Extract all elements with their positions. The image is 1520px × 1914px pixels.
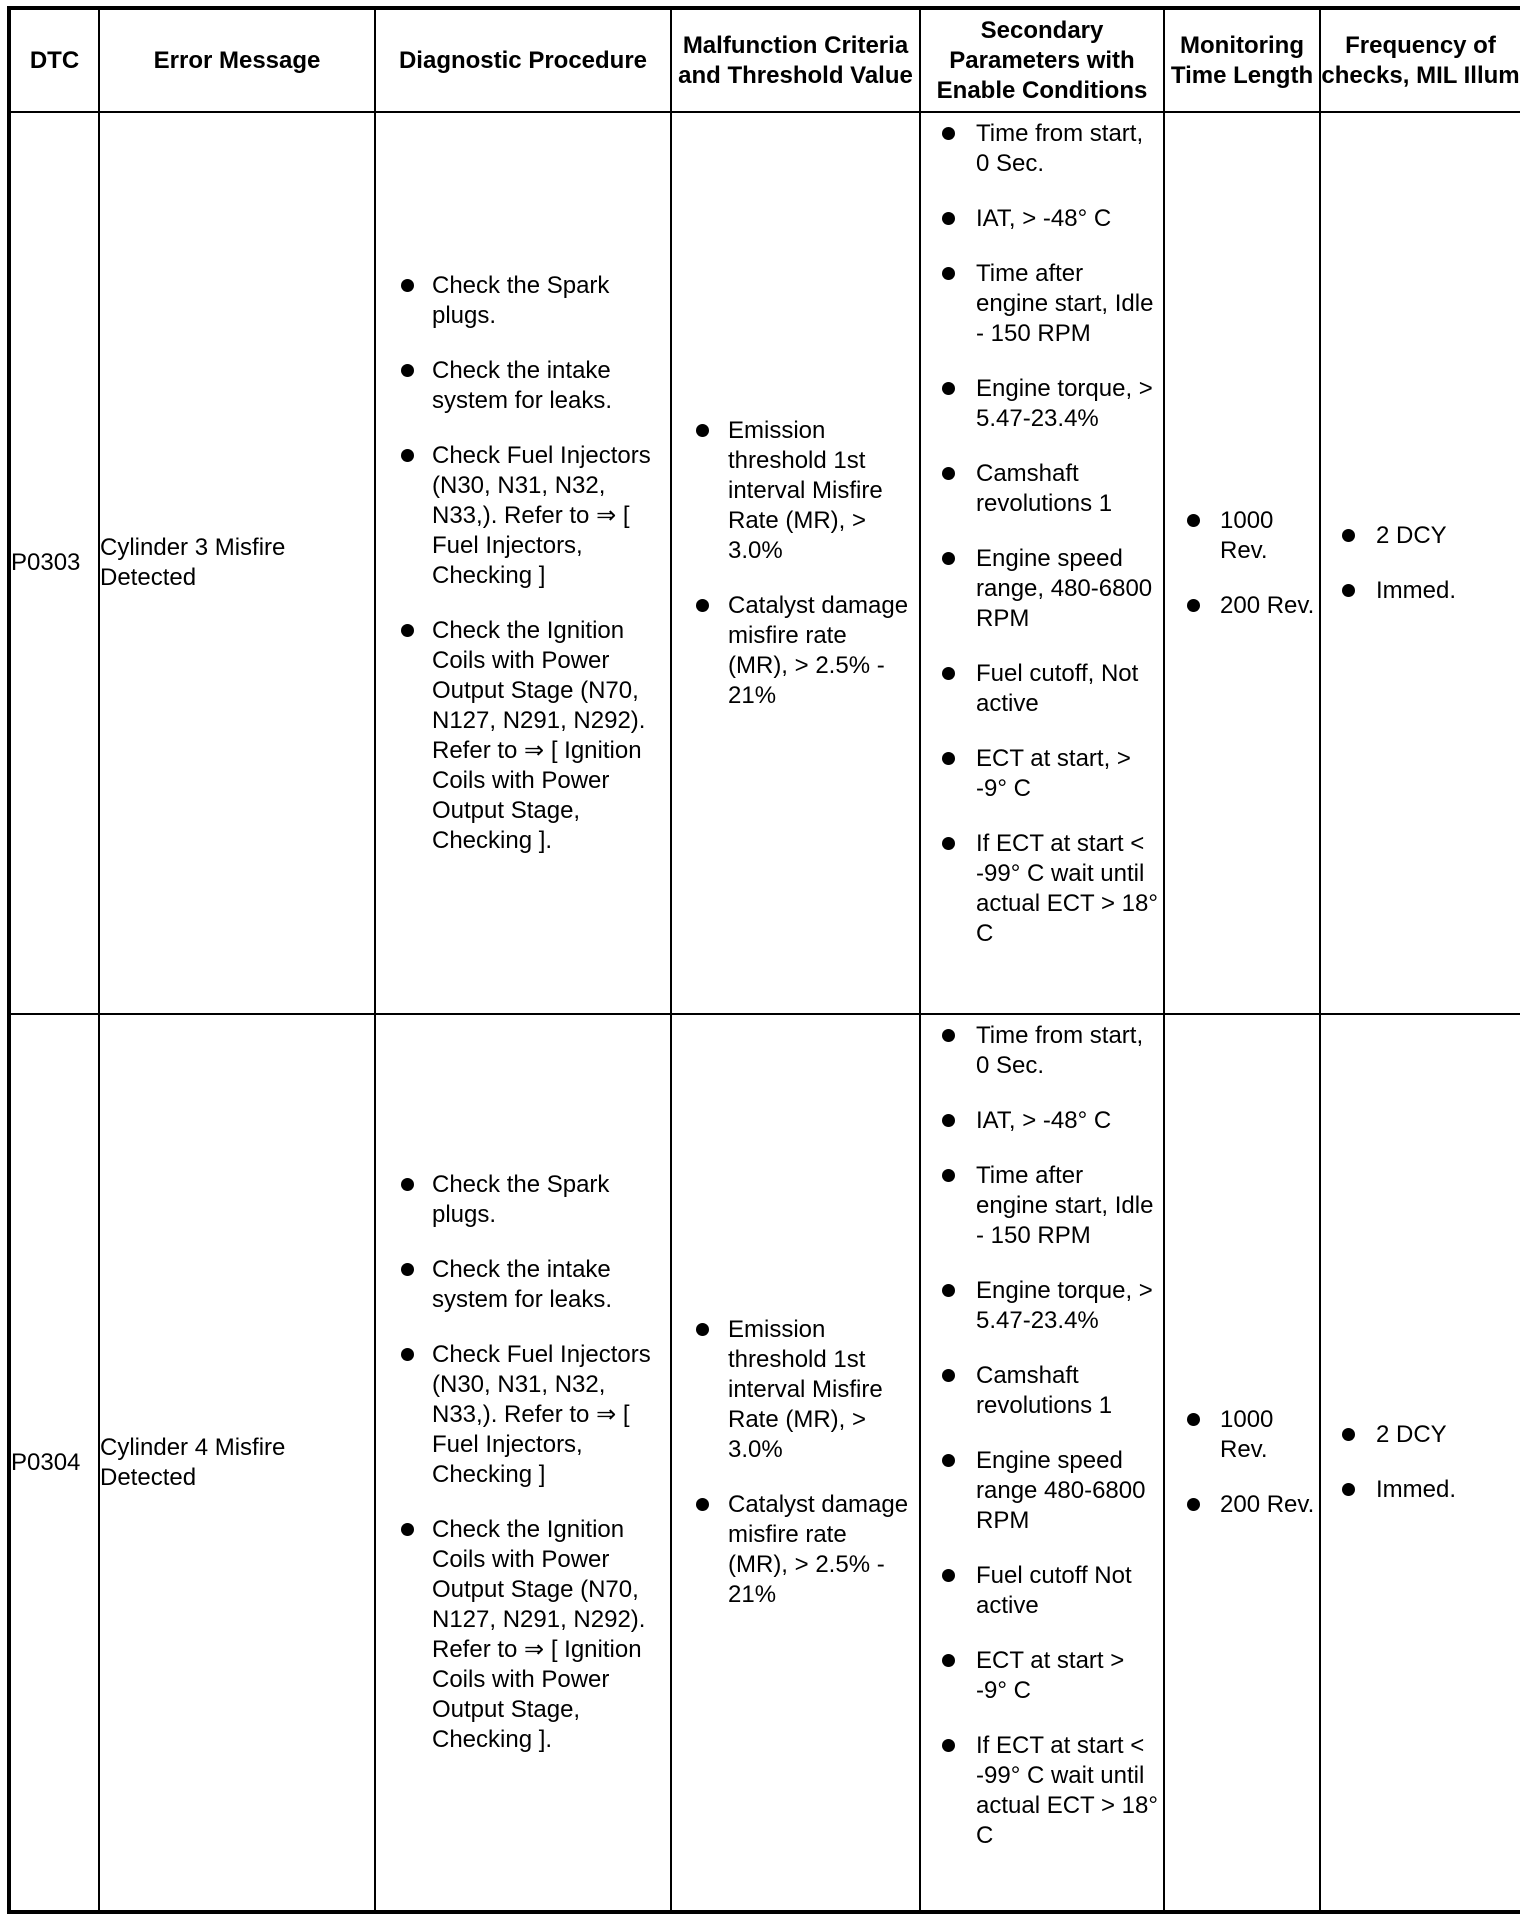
list-item: If ECT at start < -99° C wait until actual ECT > 18° C <box>976 1731 1161 1851</box>
list-item: Emission threshold 1st interval Misfire Rate (MR), > 3.0% <box>728 416 911 566</box>
list-item: 1000 Rev. <box>1220 1405 1315 1465</box>
monitoring-time-cell <box>1164 1014 1320 1912</box>
list-item: Camshaft revolutions 1 <box>976 1361 1161 1421</box>
list-item: Engine torque, > 5.47-23.4% <box>976 1276 1161 1336</box>
dtc-code: P0303 <box>9 112 99 1014</box>
list-item: Engine speed range, 480-6800 RPM <box>976 544 1161 634</box>
malfunction-criteria-list <box>672 416 919 711</box>
frequency-list <box>1321 521 1520 606</box>
list-item: Catalyst damage misfire rate (MR), > 2.5% - 21% <box>728 591 911 711</box>
diagnostic-procedure-list <box>376 271 670 856</box>
list-item: Immed. <box>1376 1475 1516 1505</box>
list-item: Check the Spark plugs. <box>432 271 666 331</box>
list-item: Check the intake system for leaks. <box>432 356 666 416</box>
error-message: Cylinder 3 Misfire Detected <box>99 112 375 1014</box>
malfunction-criteria-list <box>672 1315 919 1610</box>
list-item: IAT, > -48° C <box>976 1106 1161 1136</box>
dtc-code: P0304 <box>9 1014 99 1912</box>
list-item: 200 Rev. <box>1220 1491 1315 1518</box>
error-message: Cylinder 4 Misfire Detected <box>99 1014 375 1912</box>
frequency-list <box>1321 1420 1520 1505</box>
secondary-parameters-cell <box>920 1014 1164 1912</box>
list-item: Time from start, 0 Sec. <box>976 1021 1161 1081</box>
list-item: 2 DCY <box>1376 521 1516 551</box>
diagnostic-procedure-cell <box>375 1014 671 1912</box>
list-item: Engine torque, > 5.47-23.4% <box>976 374 1161 434</box>
header-monitoring-time: Monitoring Time Length <box>1164 8 1320 112</box>
list-item: If ECT at start < -99° C wait until actual ECT > 18° C <box>976 829 1161 949</box>
list-item: ECT at start, > -9° C <box>976 744 1161 804</box>
list-item: 200 Rev. <box>1220 591 1315 619</box>
list-item: Check Fuel Injectors (N30, N31, N32, N33,). Refer to ⇒ [ Fuel Injectors, Checking ] <box>432 1340 666 1490</box>
list-item: Time after engine start, Idle - 150 RPM <box>976 1161 1161 1251</box>
list-item: Camshaft revolutions 1 <box>976 459 1161 519</box>
header-row <box>9 8 1520 112</box>
list-item: Time after engine start, Idle - 150 RPM <box>976 259 1161 349</box>
list-item: 2 DCY <box>1376 1420 1516 1450</box>
header-error-message: Error Message <box>99 8 375 112</box>
list-item: Immed. <box>1376 576 1516 606</box>
dtc-table <box>7 6 1520 1914</box>
header-frequency: Frequency of checks, MIL Illum <box>1320 8 1520 112</box>
malfunction-criteria-cell <box>671 1014 920 1912</box>
list-item: Engine speed range 480-6800 RPM <box>976 1446 1161 1536</box>
list-item: ECT at start > -9° C <box>976 1646 1161 1706</box>
diagnostic-procedure-cell <box>375 112 671 1014</box>
secondary-parameters-list <box>921 1015 1163 1851</box>
list-item: Check the Ignition Coils with Power Output Stage (N70, N127, N291, N292). Refer to ⇒ [ Ignition Coils with Power Output Stage, Checking ]. <box>432 1515 666 1755</box>
list-item: Time from start, 0 Sec. <box>976 119 1161 179</box>
monitoring-time-list <box>1165 506 1319 621</box>
list-item: Fuel cutoff, Not active <box>976 659 1161 719</box>
table-row <box>9 1014 1520 1912</box>
list-item: Emission threshold 1st interval Misfire Rate (MR), > 3.0% <box>728 1315 911 1465</box>
header-dtc: DTC <box>9 8 99 112</box>
list-item: Check the intake system for leaks. <box>432 1255 666 1315</box>
diagnostic-procedure-list <box>376 1170 670 1755</box>
secondary-parameters-cell <box>920 112 1164 1014</box>
list-item: Catalyst damage misfire rate (MR), > 2.5% - 21% <box>728 1490 911 1610</box>
frequency-cell <box>1320 1014 1520 1912</box>
header-secondary-parameters: Secondary Parameters with Enable Conditions <box>920 8 1164 112</box>
secondary-parameters-list <box>921 113 1163 949</box>
list-item: Check Fuel Injectors (N30, N31, N32, N33,). Refer to ⇒ [ Fuel Injectors, Checking ] <box>432 441 666 591</box>
header-malfunction-criteria: Malfunction Criteria and Threshold Value <box>671 8 920 112</box>
list-item: Check the Ignition Coils with Power Output Stage (N70, N127, N291, N292). Refer to ⇒ [ Ignition Coils with Power Output Stage, Checking ]. <box>432 616 666 856</box>
list-item: 1000 Rev. <box>1220 506 1315 566</box>
malfunction-criteria-cell <box>671 112 920 1014</box>
frequency-cell <box>1320 112 1520 1014</box>
list-item: IAT, > -48° C <box>976 204 1161 234</box>
table-row <box>9 112 1520 1014</box>
list-item: Check the Spark plugs. <box>432 1170 666 1230</box>
monitoring-time-cell <box>1164 112 1320 1014</box>
monitoring-time-list <box>1165 1405 1319 1520</box>
list-item: Fuel cutoff Not active <box>976 1561 1161 1621</box>
header-diagnostic-procedure: Diagnostic Procedure <box>375 8 671 112</box>
